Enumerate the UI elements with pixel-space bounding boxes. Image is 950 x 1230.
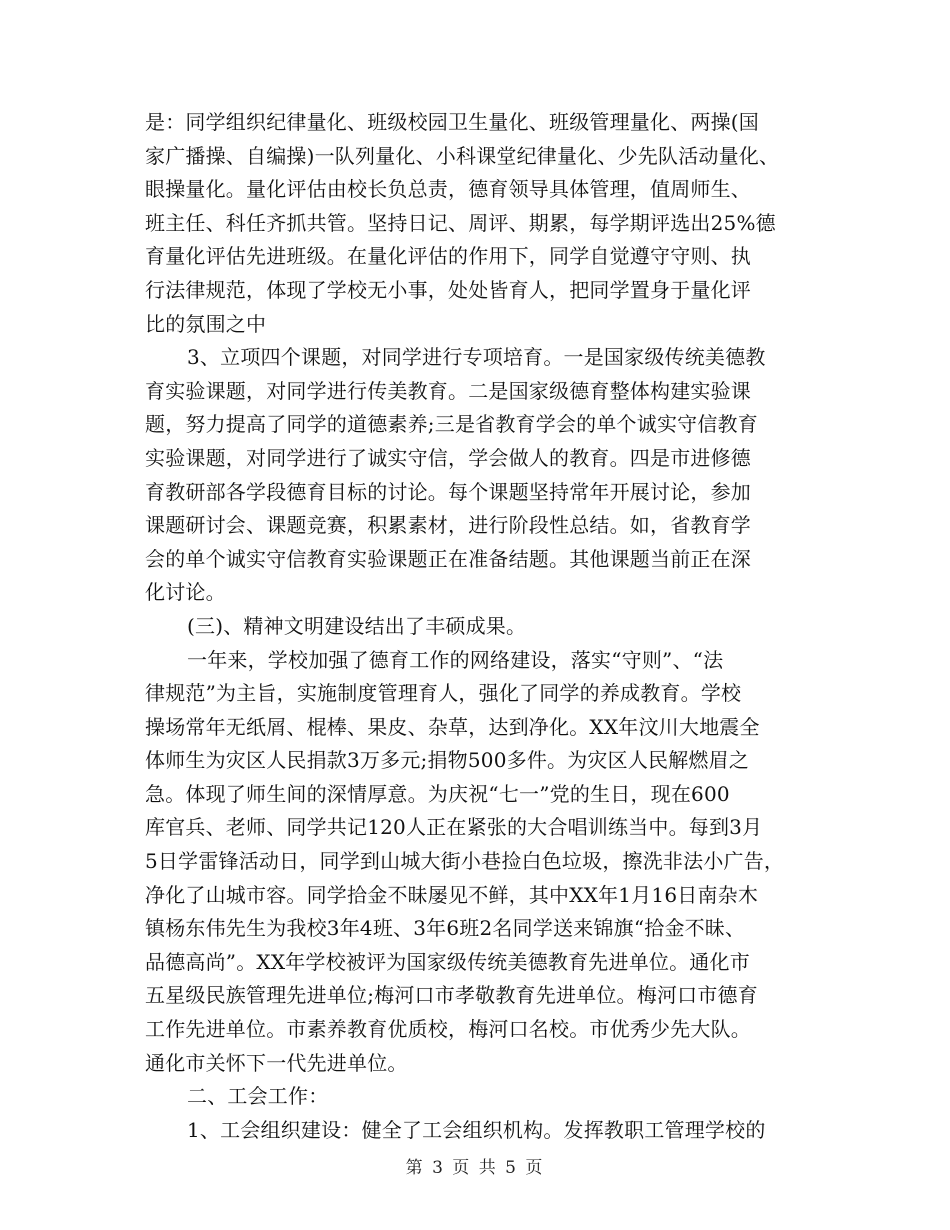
text-line: 化讨论。 (145, 580, 226, 605)
text-line: 育实验课题，对同学进行传美教育。二是国家级德育整体构建实验课 (145, 378, 751, 403)
text-line: 实验课题，对同学进行了诚实守信，学会做人的教育。四是市进修德 (145, 445, 751, 470)
text-line: 育教研部各学段德育目标的讨论。每个课题坚持常年开展讨论，参加 (145, 479, 751, 504)
text-line: 5日学雷锋活动日，同学到山城大街小巷捡白色垃圾，擦洗非法小广告， (145, 849, 785, 874)
text-line: 通化市关怀下一代先进单位。 (145, 1050, 408, 1075)
text-line: 一年来，学校加强了德育工作的网络建设，落实“守则”、“法 (187, 647, 724, 672)
text-line: 比的氛围之中 (145, 311, 267, 336)
page-footer: 第 3 页 共 5 页 (405, 1158, 545, 1178)
text-line: 急。体现了师生间的深情厚意。为庆祝“七一”党的生日，现在600 (145, 781, 730, 806)
text-line: 品德高尚”。XX年学校被评为国家级传统美德教育先进单位。通化市 (145, 949, 750, 974)
text-line: 会的单个诚实守信教育实验课题正在准备结题。其他课题当前正在深 (145, 546, 751, 571)
text-line: 二、工会工作： (187, 1084, 329, 1109)
text-line: 3、立项四个课题，对同学进行专项培育。一是国家级传统美德教 (187, 345, 766, 370)
text-line: 是：同学组织纪律量化、班级校园卫生量化、班级管理量化、两操(国 (145, 110, 760, 134)
text-line: 眼操量化。量化评估由校长负总责，德育领导具体管理，值周师生、 (145, 177, 751, 202)
text-line: 工作先进单位。市素养教育优质校，梅河口名校。市优秀少先大队。 (145, 1017, 751, 1042)
text-line: 课题研讨会、课题竞赛，积累素材，进行阶段性总结。如，省教育学 (145, 513, 751, 538)
text-line: (三)、精神文明建设结出了丰硕成果。 (187, 613, 527, 638)
text-line: 体师生为灾区人民捐款3万多元;捐物500多件。为灾区人民解燃眉之 (145, 748, 750, 773)
text-line: 题，努力提高了同学的道德素养;三是省教育学会的单个诚实守信教育 (145, 412, 758, 437)
text-line: 育量化评估先进班级。在量化评估的作用下，同学自觉遵守守则、执 (145, 244, 751, 269)
text-line: 家广播操、自编操)一队列量化、小科课堂纪律量化、少先队活动量化、 (145, 143, 780, 168)
text-line: 五星级民族管理先进单位;梅河口市孝敬教育先进单位。梅河口市德育 (145, 983, 758, 1008)
text-line: 1、工会组织建设：健全了工会组织机构。发挥教职工管理学校的 (187, 1117, 766, 1142)
text-line: 镇杨东伟先生为我校3年4班、3年6班2名同学送来锦旗“拾金不昧、 (145, 916, 746, 941)
text-line: 净化了山城市容。同学拾金不昧屡见不鲜，其中XX年1月16日南杂木 (145, 882, 759, 907)
text-line: 行法律规范，体现了学校无小事，处处皆育人，把同学置身于量化评 (145, 277, 751, 302)
document-body (145, 106, 825, 1147)
text-line: 班主任、科任齐抓共管。坚持日记、周评、期累，每学期评选出25%德 (145, 210, 776, 235)
text-line: 库官兵、老师、同学共记120人正在紧张的大合唱训练当中。每到3月 (145, 815, 763, 840)
text-line: 操场常年无纸屑、棍棒、果皮、杂草，达到净化。XX年汶川大地震全 (145, 714, 760, 739)
text-line: 律规范”为主旨，实施制度管理育人，强化了同学的养成教育。学校 (145, 681, 742, 706)
